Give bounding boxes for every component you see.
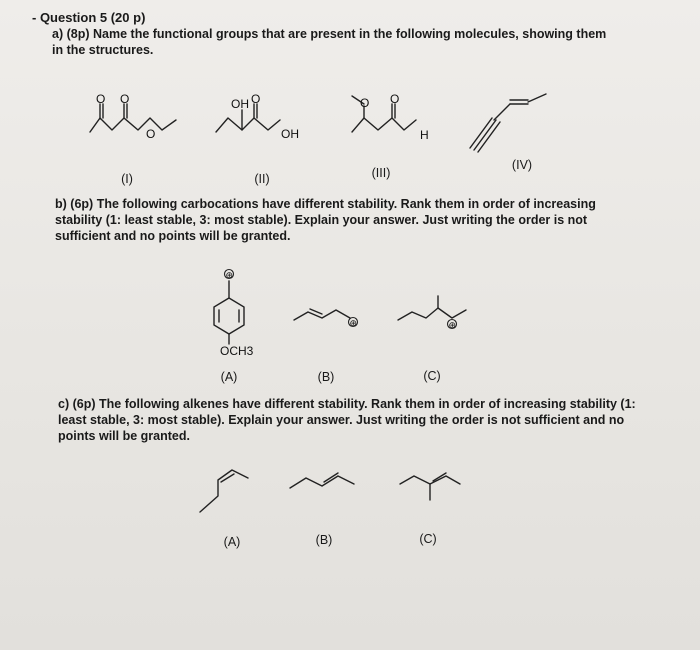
atom-o: O [96,92,106,106]
atom-o: O [120,92,130,106]
label-b-a: (A) [220,370,238,384]
atom-h: H [420,128,429,142]
cation-symbol: ⊕ [349,318,358,328]
alkene-b [290,473,354,488]
atom-oh: OH [231,97,249,111]
part-c-text: The following alkenes have different stability. Rank them in order of increasing stability (1: least stable, 3: most stable). Explain your answer. Just writing the order is not sufficient and no points will be granted. [58,397,636,443]
label-c-c: (C) [419,532,437,546]
atom-o: O [390,92,400,106]
atom-o: O [360,96,370,110]
part-a-prefix: a) [52,27,64,41]
alkene-a [200,470,248,512]
part-b-points: (6p) [70,197,94,211]
atom-oh: OH [281,127,299,141]
substituent-och3: OCH3 [220,344,254,358]
part-c-prefix: c) [58,397,70,411]
label-c-a: (A) [223,535,241,549]
label-b-b: (B) [317,370,335,384]
label-ii: (II) [254,172,270,186]
cation-symbol: ⊕ [225,270,234,280]
alkene-c [400,473,460,500]
atom-o: O [146,127,156,141]
label-iv: (IV) [511,158,533,172]
part-a-text: Name the functional groups that are present in the following molecules, showing them in the structures. [52,27,607,57]
label-iii: (III) [371,166,391,180]
part-c-points: (6p) [72,397,96,411]
label-i: (I) [121,172,133,186]
question-title: - Question 5 (20 p) [32,10,146,25]
part-b-text: The following carbocations have different stability. Rank them in order of increasing stability (1: least stable, 3: most stable). Explain your answer. Just writing the order is not sufficient and no points will be granted. [55,197,596,243]
part-a-points: (8p) [66,27,90,41]
label-c-b: (B) [315,533,333,547]
atom-o: O [251,92,261,106]
part-b-prefix: b) [55,197,67,211]
label-b-c: (C) [423,369,441,383]
cation-symbol: ⊕ [448,320,457,330]
